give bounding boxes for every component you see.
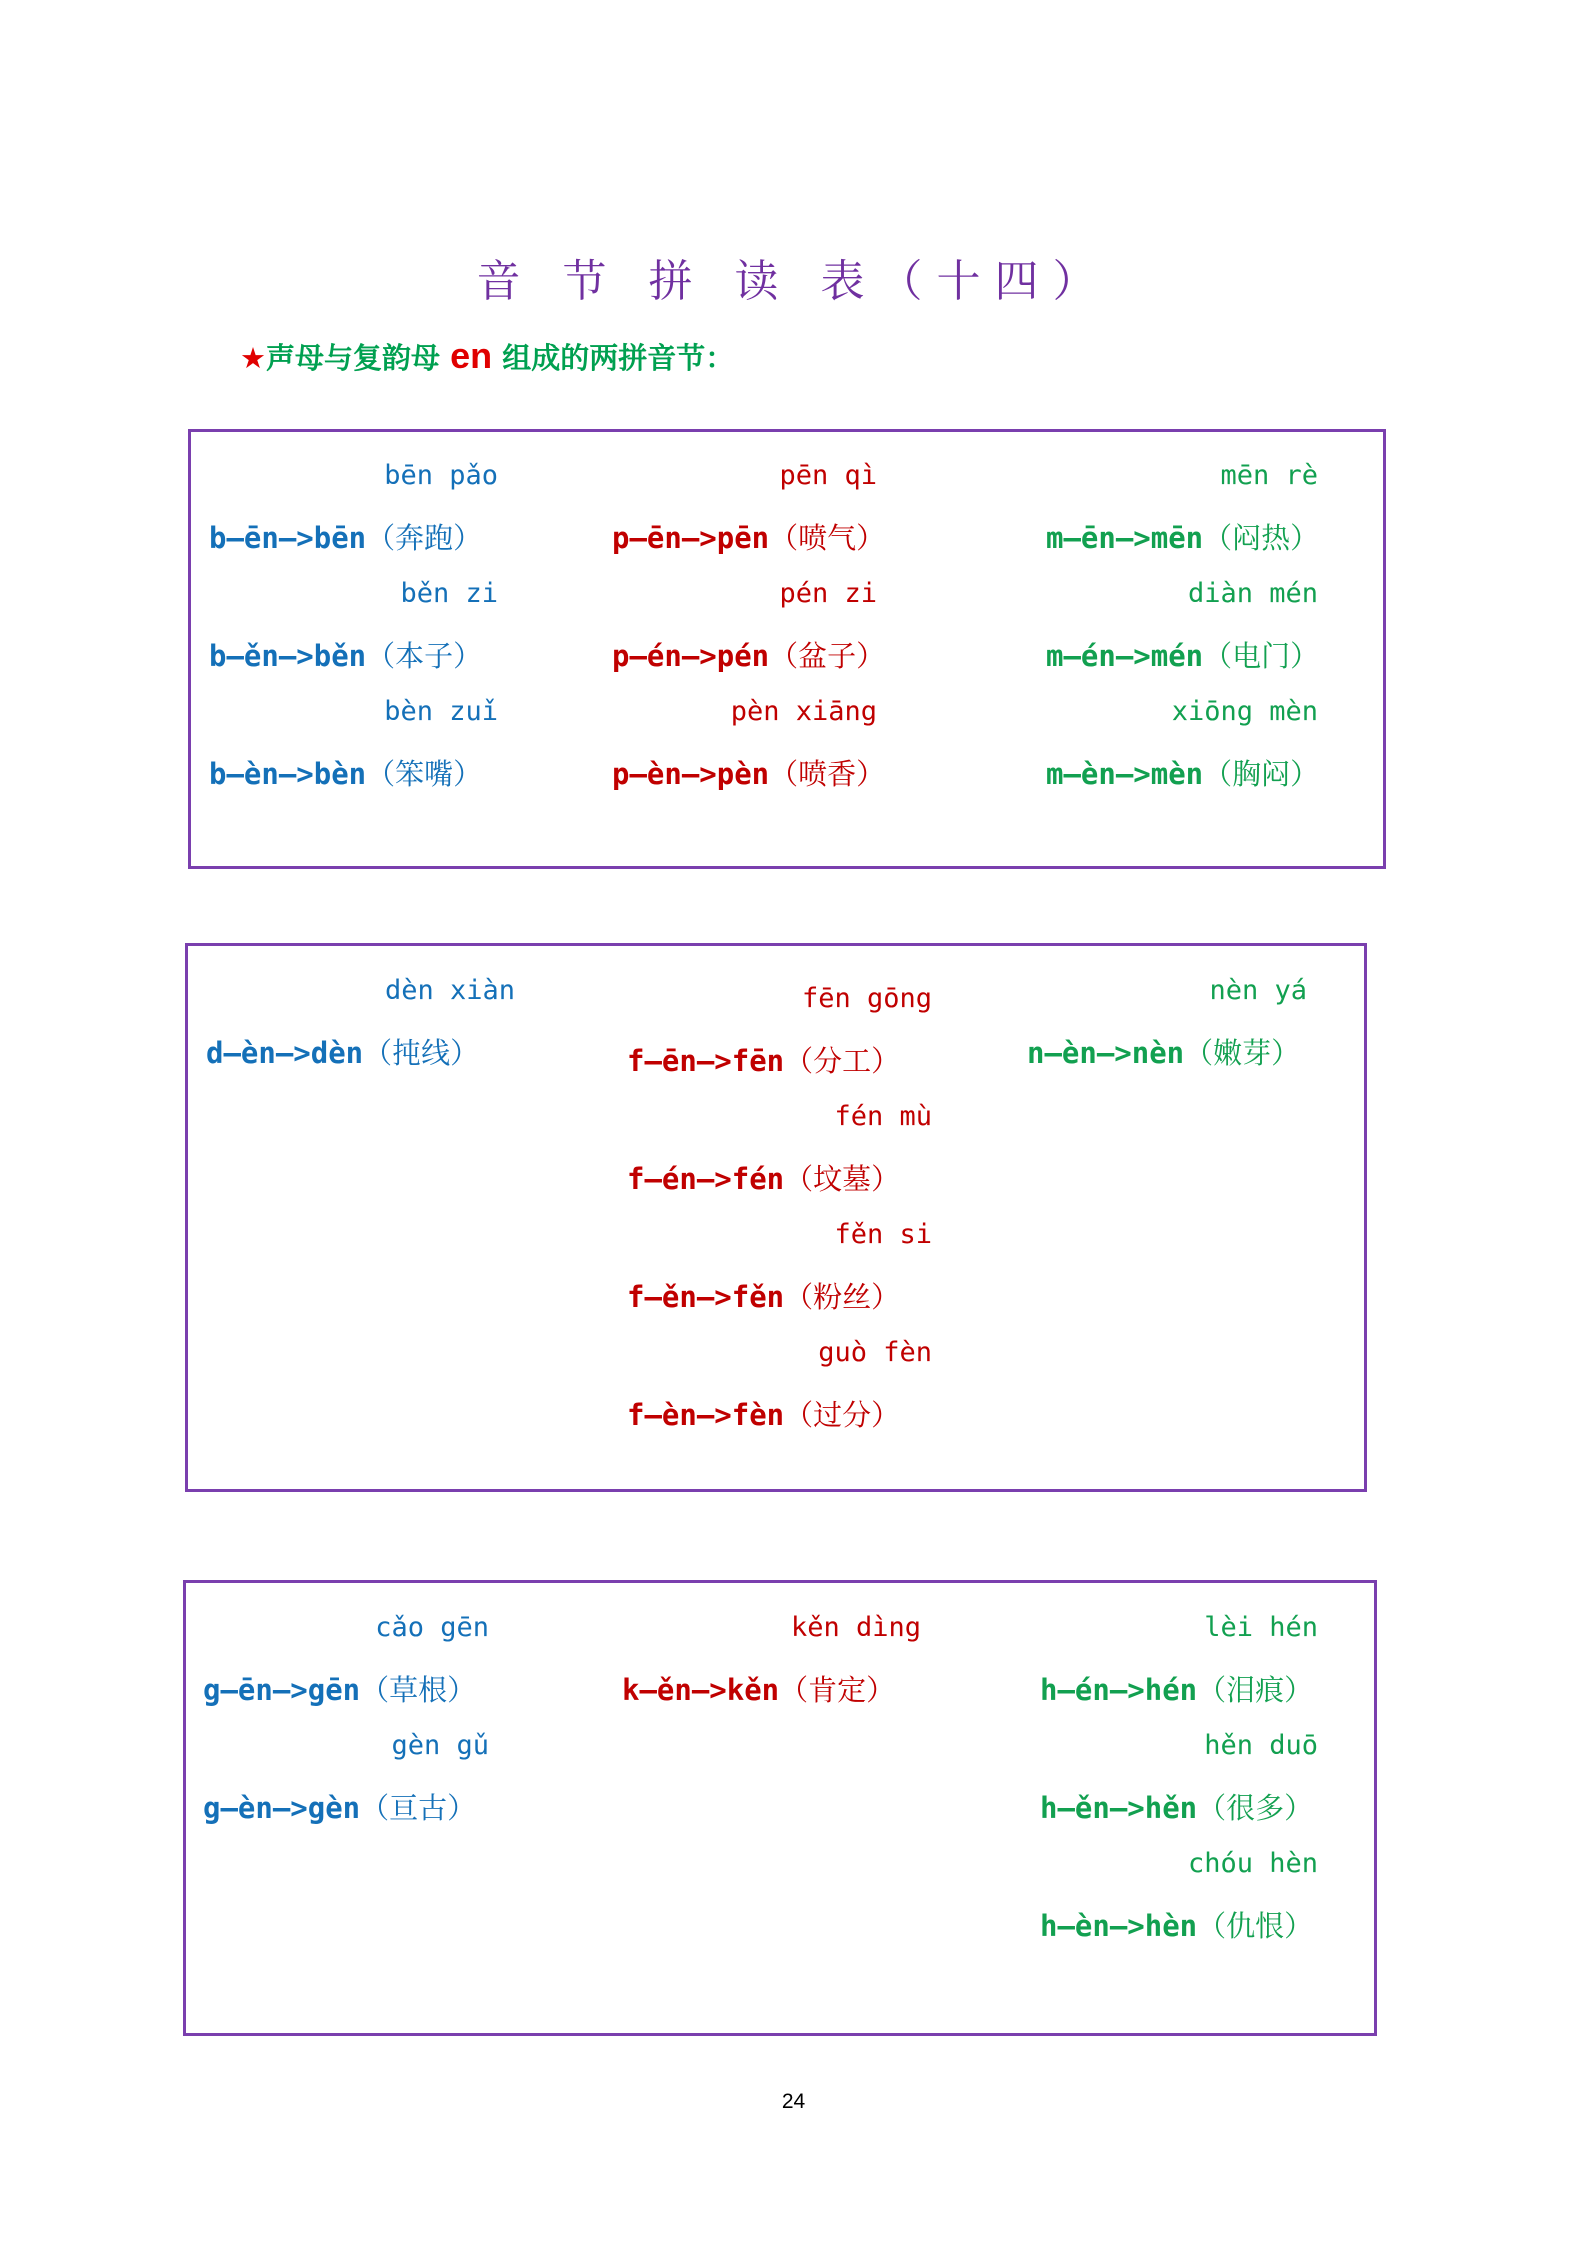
spelling-line: [1046, 516, 1319, 557]
spelling-formula: b—èn—>bèn: [209, 757, 367, 791]
spelling-formula: p—ēn—>pēn: [612, 521, 770, 555]
spelling-formula: f—èn—>fèn: [627, 1398, 785, 1432]
spelling-line: [203, 1786, 476, 1827]
pinyin-word: guò fèn: [818, 1337, 932, 1368]
chinese-word: （分工）: [784, 1044, 901, 1078]
star-icon: ★: [240, 341, 266, 375]
spelling-line: [1027, 1031, 1300, 1072]
spelling-formula: m—ēn—>mēn: [1046, 521, 1204, 555]
pinyin-word: dèn xiàn: [384, 975, 515, 1006]
chinese-word: （奔跑）: [366, 521, 483, 555]
pinyin-word: nèn yá: [1209, 975, 1307, 1006]
pinyin-word: běn zi: [400, 578, 498, 609]
spelling-line: [1040, 1786, 1313, 1827]
chinese-word: （扽线）: [363, 1036, 480, 1070]
spelling-formula: k—ěn—>kěn: [622, 1673, 780, 1707]
spelling-formula: b—ēn—>bēn: [209, 521, 367, 555]
spelling-formula: d—èn—>dèn: [206, 1036, 364, 1070]
pinyin-word: lèi hén: [1204, 1612, 1318, 1643]
heading-text-after: 组成的两拼音节：: [502, 341, 735, 375]
pinyin-word: bèn zuǐ: [384, 696, 498, 727]
spelling-line: [209, 752, 482, 793]
spelling-formula: m—én—>mén: [1046, 639, 1204, 673]
chinese-word: （亘古）: [360, 1791, 477, 1825]
spelling-formula: h—én—>hén: [1040, 1673, 1198, 1707]
chinese-word: （泪痕）: [1197, 1673, 1314, 1707]
spelling-line: [1040, 1668, 1313, 1709]
pinyin-word: mēn rè: [1220, 460, 1318, 491]
page-number: 24: [781, 2090, 806, 2113]
spelling-line: [627, 1275, 900, 1316]
section-heading: [240, 335, 734, 377]
pinyin-word: gèn gǔ: [391, 1730, 489, 1761]
chinese-word: （仇恨）: [1197, 1909, 1314, 1943]
chinese-word: （本子）: [366, 639, 483, 673]
spelling-line: [1040, 1904, 1313, 1945]
spelling-formula: n—èn—>nèn: [1027, 1036, 1185, 1070]
pinyin-word: diàn mén: [1187, 578, 1318, 609]
pinyin-word: pēn qì: [779, 460, 877, 491]
spelling-line: [627, 1039, 900, 1080]
spelling-formula: m—èn—>mèn: [1046, 757, 1204, 791]
spelling-line: [622, 1668, 895, 1709]
chinese-word: （盆子）: [769, 639, 886, 673]
spelling-line: [1046, 752, 1319, 793]
chinese-word: （胸闷）: [1203, 757, 1320, 791]
pinyin-word: fén mù: [834, 1101, 932, 1132]
spelling-formula: f—ěn—>fěn: [627, 1280, 785, 1314]
page-title: 音 节 拼 读 表（十四）: [476, 256, 1111, 307]
spelling-line: [627, 1157, 900, 1198]
chinese-word: （草根）: [360, 1673, 477, 1707]
spelling-formula: f—ēn—>fēn: [627, 1044, 785, 1078]
spelling-line: [627, 1393, 900, 1434]
chinese-word: （闷热）: [1203, 521, 1320, 555]
chinese-word: （喷气）: [769, 521, 886, 555]
chinese-word: （粉丝）: [784, 1280, 901, 1314]
chinese-word: （肯定）: [779, 1673, 896, 1707]
spelling-line: [203, 1668, 476, 1709]
chinese-word: （坟墓）: [784, 1162, 901, 1196]
pinyin-word: xiōng mèn: [1171, 696, 1318, 727]
spelling-line: [1046, 634, 1319, 675]
pinyin-word: pèn xiāng: [730, 696, 877, 727]
pinyin-word: bēn pǎo: [384, 460, 498, 491]
spelling-formula: p—én—>pén: [612, 639, 770, 673]
spelling-line: [209, 634, 482, 675]
heading-en-final: en: [450, 335, 493, 376]
spelling-formula: p—èn—>pèn: [612, 757, 770, 791]
spelling-formula: h—èn—>hèn: [1040, 1909, 1198, 1943]
spelling-line: [612, 752, 885, 793]
spelling-line: [206, 1031, 479, 1072]
spelling-line: [612, 634, 885, 675]
chinese-word: （嫩芽）: [1184, 1036, 1301, 1070]
pinyin-word: cǎo gēn: [375, 1612, 489, 1643]
chinese-word: （电门）: [1203, 639, 1320, 673]
chinese-word: （过分）: [784, 1398, 901, 1432]
pinyin-word: chóu hèn: [1187, 1848, 1318, 1879]
spelling-line: [612, 516, 885, 557]
spelling-formula: f—én—>fén: [627, 1162, 785, 1196]
spelling-formula: g—èn—>gèn: [203, 1791, 361, 1825]
chinese-word: （笨嘴）: [366, 757, 483, 791]
spelling-line: [209, 516, 482, 557]
pinyin-word: fěn si: [834, 1219, 932, 1250]
heading-text-before: 声母与复韵母: [266, 341, 441, 375]
spelling-formula: b—ěn—>běn: [209, 639, 367, 673]
pinyin-word: fēn gōng: [801, 983, 932, 1014]
pinyin-word: kěn dìng: [790, 1612, 921, 1643]
chinese-word: （很多）: [1197, 1791, 1314, 1825]
spelling-formula: h—ěn—>hěn: [1040, 1791, 1198, 1825]
spelling-formula: g—ēn—>gēn: [203, 1673, 361, 1707]
pinyin-word: pén zi: [779, 578, 877, 609]
pinyin-word: hěn duō: [1204, 1730, 1318, 1761]
chinese-word: （喷香）: [769, 757, 886, 791]
